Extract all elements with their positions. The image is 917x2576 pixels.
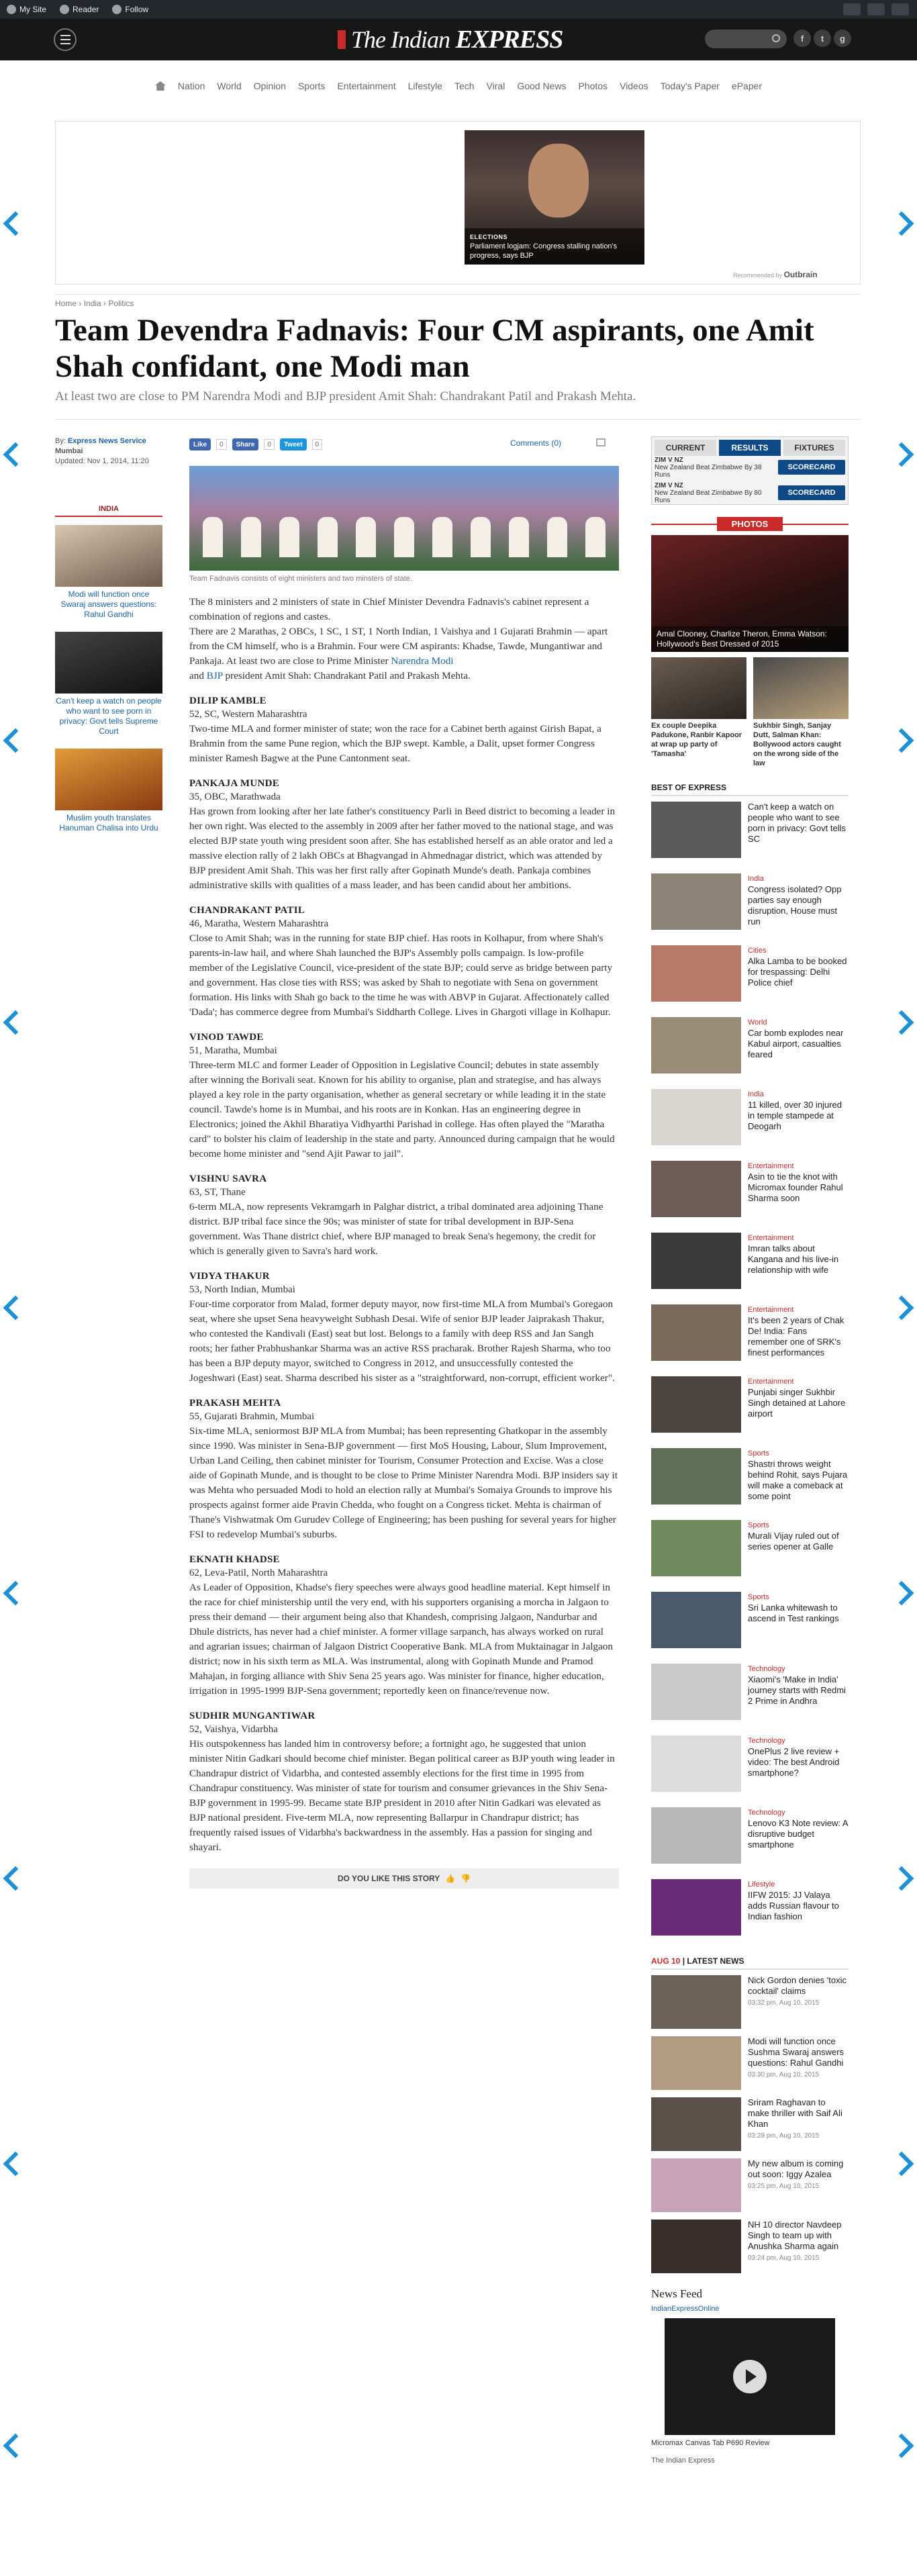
facebook-like-button[interactable]: Like (189, 438, 211, 450)
page-title: Team Devendra Fadnavis: Four CM aspirants, one Amit Shah confidant, one Modi man (55, 313, 814, 384)
minister-meta: 55, Gujarati Brahmin, Mumbai (189, 1411, 315, 1422)
search-input[interactable] (705, 30, 787, 48)
byline: By: Express News Service Mumbai Updated: Nov 1, 2014, 11:20 (55, 436, 162, 467)
photo-gallery-item[interactable]: Sukhbir Singh, Sanjay Dutt, Salman Khan: Bollywood actors caught on the wrong side of the law (753, 657, 849, 768)
list-item[interactable]: Technology Lenovo K3 Note review: A disruptive budget smartphone (651, 1807, 849, 1879)
account-button[interactable] (867, 3, 885, 15)
minister-profile (189, 1174, 619, 1259)
share-bar (189, 437, 322, 452)
prev-arrow-icon[interactable] (0, 1007, 23, 1037)
list-item[interactable]: India 11 killed, over 30 injured in temple stampede at Deogarh (651, 1089, 849, 1161)
nav-item[interactable]: Today's Paper (660, 81, 720, 91)
nav-item[interactable]: Entertainment (337, 81, 396, 91)
prev-arrow-icon[interactable] (0, 725, 23, 755)
minister-name: EKNATH KHADSE (189, 1554, 280, 1565)
minister-bio: Six-time MLA, seniormost BJP MLA from Mumbai; has been representing Ghatkopar in the assembly since 1990. Was minister in Sena-BJP government — first MoS Housing, Labour, Slum Improvement, Urban Land Ceiling, then cabinet minister for Tourism, Consumer Protection and Excise. Was a close aide of Gopinath Munde, and is thought to be close to Prime Minister Narendra Modi. BJP insiders say it was Mehta who persuaded Modi to hold an election rally at Mumbai's Somaiya Grounds to improve his prospects against former aide Pravin Chedda, who fought on a Congress ticket. Mehta is chairman of Thane's Vishwatmak Om Gurudev College of Engineering; has been pushing for several years for higher FSI to redevelop Mumbai's suburbs. (189, 1425, 618, 1540)
prev-arrow-icon[interactable] (0, 1578, 23, 1607)
breadcrumb: Home › India › Politics (55, 299, 134, 308)
follow-icon (112, 5, 122, 14)
next-arrow-icon[interactable] (894, 439, 917, 469)
prev-arrow-icon[interactable] (0, 2430, 23, 2460)
match-row: ZIM V NZ New Zealand Beat Zimbabwe By 38 Runs SCORECARD (655, 459, 845, 476)
tab-fixtures[interactable]: FIXTURES (783, 440, 845, 456)
facebook-icon[interactable]: f (793, 30, 811, 47)
list-item[interactable]: Entertainment It's been 2 years of Chak De! India: Fans remember one of SRK's finest performances (651, 1304, 849, 1376)
next-arrow-icon[interactable] (894, 1292, 917, 1322)
divider (55, 419, 861, 420)
india-rail-item[interactable]: Can't keep a watch on people who want to see porn in privacy: Govt tells Supreme Court (55, 632, 162, 736)
next-arrow-icon[interactable] (894, 1007, 917, 1037)
twitter-icon[interactable]: t (814, 30, 831, 47)
minister-profile (189, 696, 619, 766)
like-count: 0 (216, 439, 227, 450)
minister-meta: 35, OBC, Marathwada (189, 792, 281, 802)
nav-item[interactable]: Nation (177, 81, 205, 91)
paragraph: There are 2 Marathas, 2 OBCs, 1 SC, 1 ST, 1 North Indian, 1 Vaishya and 1 Gujarati Brahmin — apart from the CM himself, who is a Brahmin. Four were CM aspirants: Khadse, Tawde, Mungantiwar and Pankaja. At least two are close to Prime Minister Narendra Modi and BJP president Amit Shah: Chandrakant Patil and Prakash Mehta. (189, 626, 608, 681)
list-item[interactable]: Technology Xiaomi's 'Make in India' journey starts with Redmi 2 Prime in Andhra (651, 1664, 849, 1735)
news-feed-heading: News Feed (651, 2287, 703, 2300)
paragraph: The 8 ministers and 2 ministers of state in Chief Minister Devendra Fadnavis's cabinet represent a combination of regions and castes. (189, 596, 589, 622)
tab-results[interactable]: RESULTS (719, 440, 781, 456)
minister-bio: Two-time MLA and former minister of state; won the race for a Cabinet berth against Girish Bapat, a Brahmin from the same Pune region, which the BJP swept. Kamble, a Dalit, upset former Congress minister Ramesh Bagwe at the Pune Cantonment seat. (189, 723, 601, 764)
minister-name: VIDYA THAKUR (189, 1271, 270, 1282)
list-item[interactable]: Sports Sri Lanka whitewash to ascend in Test rankings (651, 1592, 849, 1664)
next-arrow-icon[interactable] (894, 2430, 917, 2460)
list-item[interactable]: India Congress isolated? Opp parties say enough disruption, House must run (651, 873, 849, 945)
bjp-link[interactable]: BJP (206, 670, 223, 681)
list-item[interactable]: Entertainment Punjabi singer Sukhbir Singh detained at Lahore airport (651, 1376, 849, 1448)
minister-bio: Four-time corporator from Malad, former deputy mayor, now first-time MLA from Mumbai's Goregaon seat, where she upset Sena heavyweight Subhash Desai. Wife of senior BJP leader Jaiprakash Thakur, who contested the Kandivali (East) seat but lost. Belongs to a family with deep RSS and Jan Sangh roots; her father Prabhushankar Sharma was an active RSS pracharak. Brother Rajesh Sharma, who too has been a BJP deputy mayor, switched to Congress in 2012, and unsuccessfully contested the Jogeshwari (East) seat. Sharma described his sister as a "straightforward, non-corrupt, efficient worker". (189, 1298, 615, 1384)
share-count: 0 (264, 439, 275, 450)
hamburger-menu-icon[interactable] (54, 28, 77, 51)
video-player[interactable] (665, 2318, 835, 2435)
print-icon[interactable] (596, 438, 606, 446)
divider (55, 294, 861, 295)
list-item[interactable]: Entertainment Imran talks about Kangana and his live-in relationship with wife (651, 1233, 849, 1304)
india-rail (55, 505, 162, 845)
nav-item[interactable]: Lifestyle (407, 81, 442, 91)
list-item[interactable]: Technology OnePlus 2 live review + video: The best Android smartphone? (651, 1735, 849, 1807)
minister-name: CHANDRAKANT PATIL (189, 905, 305, 916)
reader-link[interactable]: Reader (53, 0, 105, 19)
ad-recommendation[interactable]: ELECTIONS Parliament logjam: Congress stalling nation's progress, says BJP (465, 130, 644, 265)
minister-meta: 52, Vaishya, Vidarbha (189, 1724, 278, 1735)
site-header (0, 19, 917, 60)
nav-item[interactable]: World (217, 81, 242, 91)
rahul-gandhi-photo (55, 525, 162, 587)
play-icon[interactable] (733, 2360, 767, 2393)
list-item[interactable]: World Car bomb explodes near Kabul airport, casualties feared (651, 1017, 849, 1089)
minister-profile (189, 1711, 619, 1855)
list-item[interactable]: Nick Gordon denies 'toxic cocktail' claims 03:32 pm, Aug 10, 2015 (651, 1975, 849, 2036)
google-plus-icon[interactable]: g (834, 30, 851, 47)
phone-photo (55, 632, 162, 694)
minister-name: PRAKASH MEHTA (189, 1398, 281, 1409)
list-item[interactable]: Sports Shastri throws weight behind Rohit, says Pujara will make a comeback at some point (651, 1448, 849, 1520)
main-nav (0, 73, 917, 99)
minister-bio: 6-term MLA, now represents Vekramgarh in Palghar district, a tribal dominated area adjoining Thane district. BJP tribal face since the 90s; was minister of state for tribal development in BJP-Sena government. Was Thane district chief, where BJP managed to break Sena's hegemony, the credit for which is generally given to Savra's hard work. (189, 1201, 604, 1257)
tab-current[interactable]: CURRENT (655, 440, 716, 456)
my-site-link[interactable]: My Site (0, 0, 53, 19)
tweet-count: 0 (312, 439, 323, 450)
photo-gallery-main[interactable]: Amal Clooney, Charlize Theron, Emma Watson: Hollywood's Best Dressed of 2015 (651, 535, 849, 652)
list-item[interactable]: Modi will function once Sushma Swaraj answers questions: Rahul Gandhi 03:30 pm, Aug 10, 2015 (651, 2036, 849, 2097)
minister-profile (189, 778, 619, 893)
next-arrow-icon[interactable] (894, 1863, 917, 1893)
nav-item[interactable]: Sports (297, 81, 326, 91)
wordpress-icon (7, 5, 16, 14)
article-body (189, 466, 619, 1889)
nav-item[interactable]: Photos (578, 81, 608, 91)
minister-name: SUDHIR MUNGANTIWAR (189, 1711, 316, 1721)
nav-item[interactable]: Good News (517, 81, 567, 91)
next-arrow-icon[interactable] (894, 1578, 917, 1607)
logo-mark (338, 30, 346, 49)
list-item[interactable]: Sports Murali Vijay ruled out of series opener at Galle (651, 1520, 849, 1592)
notifications-button[interactable] (891, 3, 909, 15)
nav-item[interactable]: Videos (620, 81, 648, 91)
match-row: ZIM V NZ New Zealand Beat Zimbabwe By 80 Runs SCORECARD (655, 484, 845, 502)
scorecard-button[interactable]: SCORECARD (778, 460, 845, 475)
list-item[interactable]: My new album is coming out soon: Iggy Azalea 03:25 pm, Aug 10, 2015 (651, 2158, 849, 2220)
news-feed-footer[interactable]: The Indian Express (651, 2456, 715, 2465)
photos-heading: PHOTOS (651, 517, 849, 531)
video-title[interactable]: Micromax Canvas Tab P690 Review (651, 2439, 770, 2447)
minister-bio: His outspokenness has landed him in controversy before; a fortnight ago, he suggested that union minister Nitin Gadkari should become chief minister. Began political career as BJP youth wing leader in Chandrapur district of Vidarbha, and contested assembly elections for the first time in 1995 from Chandrapur constituency. Was minister of state for tourism and consumer grievances in the Shiv Sena-BJP government in 1995-99. Became state BJP president in 2010 after Nitin Gadkari was elevated as BJP national president. Five-term MLA, now representing Ballarpur in Chandrapur district; has frequently raised issues of Vidarbha's backwardness in the assembly. Has a passion for singing and shayari. (189, 1738, 615, 1853)
minister-meta: 52, SC, Western Maharashtra (189, 709, 307, 720)
write-button[interactable] (843, 3, 861, 15)
minister-name: VISHNU SAVRA (189, 1174, 267, 1184)
minister-meta: 53, North Indian, Mumbai (189, 1284, 295, 1295)
ad-photo (528, 144, 589, 218)
india-rail-item[interactable]: Modi will function once Swaraj answers questions: Rahul Gandhi (55, 525, 162, 620)
site-logo[interactable]: The Indian EXPRESS (338, 26, 563, 53)
home-icon[interactable] (155, 81, 166, 91)
hanuman-photo (55, 749, 162, 810)
minister-bio: Three-term MLC and former Leader of Opposition in Legislative Council; debutes in state assembly after winning the Borivali seat. Known for his ability to organise, plan and strategise, and has always played a key role in the party organisation, whether as general secretary or while leading it in the state council. Tawde's home is in Mumbai, and his roots are in Konkan. Has an engineering degree in Electronics; joined the Akhil Bharatiya Vidhyarthi Parishad in college. Has often played the "Maratha card" to bolster his claim of leadership in the state and party. Announced during campaign that he would become home minister and "send Ajit Pawar to jail". (189, 1059, 615, 1159)
minister-name: DILIP KAMBLE (189, 696, 267, 706)
facebook-share-button[interactable]: Share (232, 438, 259, 450)
nav-item[interactable]: Viral (486, 81, 505, 91)
minister-name: PANKAJA MUNDE (189, 778, 280, 789)
minister-profile (189, 1398, 619, 1542)
list-item[interactable]: Cities Alka Lamba to be booked for trespassing: Delhi Police chief (651, 945, 849, 1017)
prev-arrow-icon[interactable] (0, 1292, 23, 1322)
author-link[interactable]: Express News Service (67, 437, 146, 445)
narendra-modi-link[interactable]: Narendra Modi (391, 655, 454, 667)
breadcrumb-home[interactable]: Home (55, 299, 77, 308)
prev-arrow-icon[interactable] (0, 1863, 23, 1893)
list-item[interactable]: Can't keep a watch on people who want to see porn in privacy: Govt tells SC (651, 802, 849, 873)
minister-meta: 51, Maratha, Mumbai (189, 1045, 277, 1056)
list-item[interactable]: Entertainment Asin to tie the knot with Micromax founder Rahul Sharma soon (651, 1161, 849, 1233)
india-rail-heading: INDIA (55, 505, 162, 517)
next-arrow-icon[interactable] (894, 208, 917, 238)
minister-name: VINOD TAWDE (189, 1032, 264, 1043)
minister-bio: As Leader of Opposition, Khadse's fiery speeches were always good headline material. Kept himself in the race for chief ministership until the very end, with his supporters organising a morcha in Jalgaon to press their demand — their argument being also that Khandesh, comprising Jalgaon, Nandurbar and Dhule districts, has never had a chief minister. A former village sarpanch, has always worked on rural and agrarian issues; chairman of Jalgaon District Cooperative Bank. MLA from Muktainagar in Jalgaon district; now in his sixth term as MLA. Was instrumental, along with Gopinath Munde and Pramod Mahajan, in forging alliance with Shiv Sena 25 years ago. Was minister for finance, higher education, irrigation in 1995-1999 BJP-Sena government; reportedly keen on finance/revenue now. (189, 1582, 613, 1697)
minister-profile (189, 1032, 619, 1161)
minister-profile (189, 905, 619, 1020)
tweet-button[interactable]: Tweet (280, 438, 307, 450)
prev-arrow-icon[interactable] (0, 208, 23, 238)
minister-meta: 62, Leva-Patil, North Maharashtra (189, 1568, 328, 1578)
reader-icon (60, 5, 69, 14)
latest-news-heading: AUG 10 | LATEST NEWS (651, 1956, 849, 1970)
nav-item[interactable]: Tech (454, 81, 475, 91)
minister-meta: 63, ST, Thane (189, 1187, 246, 1198)
updated-time: Updated: Nov 1, 2014, 11:20 (55, 457, 149, 465)
article-subtitle: At least two are close to PM Narendra Modi and BJP president Amit Shah: Chandrakant Patil and Prakash Mehta. (55, 389, 636, 403)
search-icon[interactable] (772, 34, 780, 42)
best-of-list (651, 802, 849, 1951)
right-rail (651, 436, 849, 2465)
comments-link[interactable]: Comments (0) (510, 438, 562, 448)
admin-bar (0, 0, 917, 19)
news-feed-source[interactable]: IndianExpressOnline (651, 2305, 720, 2313)
article-image (189, 466, 619, 571)
next-arrow-icon[interactable] (894, 725, 917, 755)
thumbs-down-icon[interactable]: 👎 (461, 1874, 471, 1883)
nav-item[interactable]: Opinion (253, 81, 286, 91)
minister-bio: Close to Amit Shah; was in the running for state BJP chief. Has roots in Kolhapur, from where Shah's parents-in-law hail, and where Shah launched the BJP's Assembly polls campaign. Is low-profile member of the Legislative Council, vice-president of the state BJP; could serve as bridge between party and government. Has close ties with RSS; was asked by Shah to negotiate with Sena on government formation. His links with Shah go back to the time he was with ABVP in Gujarat. Affectionately called 'Dada'; has commerce degree from Mumbai's Siddharth College. Lives in Ghargoti village in Kolhapur. (189, 933, 613, 1018)
india-rail-item[interactable]: Muslim youth translates Hanuman Chalisa into Urdu (55, 749, 162, 833)
outbrain-credit[interactable]: Recommended by Outbrain (733, 270, 818, 279)
list-item[interactable]: Sriram Raghavan to make thriller with Saif Ali Khan 03:29 pm, Aug 10, 2015 (651, 2097, 849, 2158)
best-of-heading: BEST OF EXPRESS (651, 783, 849, 796)
list-item[interactable]: Lifestyle IIFW 2015: JJ Valaya adds Russian flavour to Indian fashion (651, 1879, 849, 1951)
ad-container (55, 121, 861, 285)
latest-news-list (651, 1975, 849, 2281)
scorecard-button[interactable]: SCORECARD (778, 485, 845, 500)
breadcrumb-india[interactable]: India (83, 299, 101, 308)
news-feed (651, 2287, 849, 2465)
minister-bio: Has grown from looking after her late father's constituency Parli in Beed district to becoming a leader in her own right. Was elected to the assembly in 2009 after her father moved to the national stage, and was elected BJP state youth wing president soon after. She has established herself as an able orator and led a massive election rally of 2 lakh OBCs at Bhagvangad in Ahmednagar district, which was attended by BJP president Amit Shah. This was her first rally after Gopinath Munde's death. Pankaja combines administrative skills with qualities of a mass leader, and has been candid about her ambitions. (189, 806, 616, 891)
breadcrumb-politics[interactable]: Politics (108, 299, 134, 308)
next-arrow-icon[interactable] (894, 2148, 917, 2178)
list-item[interactable]: NH 10 director Navdeep Singh to team up with Anushka Sharma again 03:24 pm, Aug 10, 2015 (651, 2220, 849, 2281)
minister-meta: 46, Maratha, Western Maharashtra (189, 918, 329, 929)
image-caption: Team Fadnavis consists of eight ministers and two minsters of state. (189, 575, 412, 583)
prev-arrow-icon[interactable] (0, 2148, 23, 2178)
prev-arrow-icon[interactable] (0, 439, 23, 469)
story-feedback-bar[interactable]: DO YOU LIKE THIS STORY 👍 👎 (189, 1868, 619, 1889)
thumbs-up-icon[interactable]: 👍 (445, 1874, 456, 1883)
cricket-scores-widget (651, 436, 849, 505)
follow-link[interactable]: Follow (105, 0, 155, 19)
minister-profile (189, 1271, 619, 1386)
minister-profile (189, 1554, 619, 1699)
nav-item[interactable]: ePaper (731, 81, 763, 91)
dateline: Mumbai (55, 447, 83, 455)
photo-gallery-item[interactable]: Ex couple Deepika Padukone, Ranbir Kapoor at wrap up party of 'Tamasha' (651, 657, 746, 768)
